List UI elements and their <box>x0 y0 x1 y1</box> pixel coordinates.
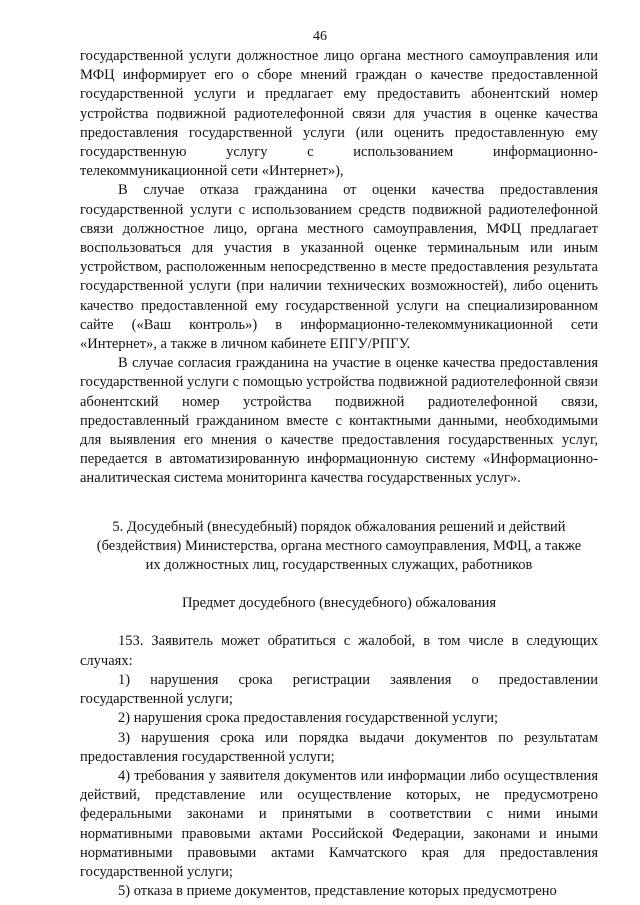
list-item: 5) отказа в приеме документов, представление которых предусмотрено <box>118 883 557 900</box>
paragraph: 153. Заявитель может обратиться с жалобой, в том числе в следующих случаях: <box>80 633 598 669</box>
paragraph: В случае отказа гражданина от оценки качества предоставления государственной услуги с использованием средств подвижной радиотелефонной связи должностное лицо, органа местного самоуправления, МФЦ предлагает воспользоваться для участия в указанной оценке терминальным или иным устройством, расположенным непосредственно в месте предоставления результата государственной услуги (при наличии технических возможностей), либо оценить качество предоставленной ему государственной услуги на специализированном сайте («Ваш контроль») в информационно-телекоммуникационной сети «Интернет», а также в личном кабинете ЕПГУ/РПГУ. <box>80 182 598 353</box>
list-item: 4) требования у заявителя документов или информации либо осуществления действий, представление или осуществление которых, не предусмотрено федеральными законами и принятыми в соответствии с ними иными нормативными правовыми актами Российской Федерации, законами и иными нормативными правовыми актами Камчатского края для предоставления государственной услуги; <box>80 767 598 880</box>
list-item: 3) нарушения срока или порядка выдачи документов по результатам предоставления государственной услуги; <box>80 729 598 765</box>
paragraph: государственной услуги должностное лицо органа местного самоуправления или МФЦ информирует его о сборе мнений граждан о качестве предоставленной государственной услуги и предлагает ему предоставить абонентский номер устройства подвижной радиотелефонной связи для участия в оценке качества предоставления государственной услуги (или оценить предоставленную ему государственную услугу с использованием информационно-телекоммуникационной сети «Интернет»), <box>80 48 598 180</box>
document-body <box>80 47 598 901</box>
paragraph: В случае согласия гражданина на участие в оценке качества предоставления государственной услуги с помощью устройства подвижной радиотелефонной связи абонентский номер устройства подвижной радиотелефонной связи, предоставленный гражданином вместе с контактными данными, необходимыми для выявления его мнения о качестве предоставления государственных услуг, передается в автоматизированную информационную систему «Информационно-аналитическая система мониторинга качества государственных услуг». <box>80 355 598 487</box>
subsection-heading: Предмет досудебного (внесудебного) обжалования <box>181 595 497 612</box>
section-heading <box>80 518 598 576</box>
section-heading-line: их должностных лиц, государственных служащих, работников <box>145 557 533 574</box>
page-number: 46 <box>313 29 327 44</box>
list-item: 2) нарушения срока предоставления государственной услуги; <box>118 710 499 727</box>
list-item: 1) нарушения срока регистрации заявления о предоставлении государственной услуги; <box>80 671 598 708</box>
section-heading-line: (бездействия) Министерства, органа местного самоуправления, МФЦ, а также <box>96 537 582 554</box>
section-heading-line: 5. Досудебный (внесудебный) порядок обжалования решений и действий <box>112 518 566 535</box>
